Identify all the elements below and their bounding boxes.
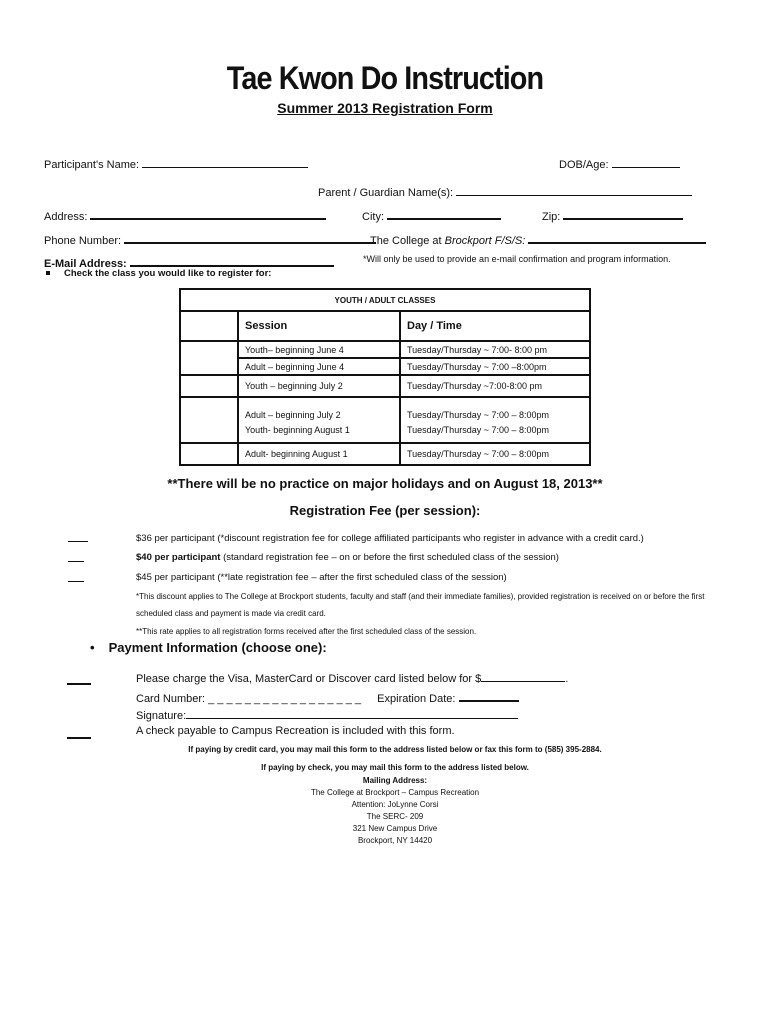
class-checkbox-july2-youth[interactable] [180,375,238,397]
charge-row [136,670,568,685]
table-column-row [180,311,590,341]
mailing-address-line: 321 New Campus Drive [352,824,438,833]
time-cell [400,397,590,443]
session-cell [238,397,400,443]
time-cell: Tuesday/Thursday ~ 7:00 –8:00pm [400,358,590,375]
guardian-name-label: Parent / Guardian Name(s): [318,187,454,199]
session-cell: Youth – beginning July 2 [238,375,400,397]
fee-heading: Registration Fee (per session): [289,503,481,518]
holiday-notice: **There will be no practice on major holidays and on August 18, 2013** [167,476,603,491]
session-line: Adult – beginning July 2 [245,410,341,420]
daytime-column-header: Day / Time [400,311,590,341]
session-cell: Youth– beginning June 4 [238,341,400,358]
city-field[interactable] [387,207,501,220]
zip-field[interactable] [563,207,683,220]
card-number-label[interactable]: Card Number: _ _ _ _ _ _ _ _ _ _ _ _ _ _ _ _ _ [136,693,362,705]
dob-age-label: DOB/Age: [559,159,609,171]
participant-name-label: Participant's Name: [44,159,140,171]
fee-40-desc: (standard registration fee – on or before the first scheduled class of the session) [220,552,559,563]
payment-heading: Payment Information (choose one): [108,640,327,655]
email-note: *Will only be used to provide an e-mail confirmation and program information. [363,254,671,264]
dob-age-field[interactable] [612,156,680,168]
table-header: YOUTH / ADULT CLASSES [180,289,590,311]
expiration-label: Expiration Date: [377,693,456,705]
discount-note-2: scheduled class and payment is made via credit card. [136,609,326,618]
table-row [180,341,590,358]
check-payment-line: A check payable to Campus Recreation is included with this form. [136,725,455,737]
check-instruction-row [46,268,271,279]
form-subtitle: Summer 2013 Registration Form [277,100,493,116]
city-row [362,207,501,223]
pay-by-card-checkbox[interactable] [67,672,91,685]
fee-line-36: $36 per participant (*discount registration fee for college affiliated participants who register in advance with a credit card.) [136,533,644,544]
guardian-name-field[interactable] [456,184,692,196]
mailing-address-line: The College at Brockport – Campus Recreation [310,788,480,797]
phone-label: Phone Number: [44,235,122,247]
charge-end: . [565,673,569,685]
fee-40-amount: $40 per participant [136,552,221,563]
fee-line-40 [136,552,559,563]
class-checkbox-july-aug[interactable] [180,397,238,443]
fee-checkbox-36[interactable] [68,530,88,542]
email-field[interactable] [130,254,334,267]
session-column-header: Session [238,311,400,341]
check-instruction: Check the class you would like to register for: [64,268,272,279]
zip-row [542,207,683,223]
college-status-prefix: The College at [370,235,445,247]
table-header-row [180,289,590,311]
college-status-row [370,231,706,247]
session-line: Youth- beginning August 1 [245,425,350,435]
college-status-field[interactable] [528,231,706,244]
city-label: City: [362,211,384,223]
signature-row [136,707,518,722]
time-line: Tuesday/Thursday ~ 7:00 – 8:00pm [407,425,550,435]
college-status-label: Brockport F/S/S: [444,235,526,247]
session-cell: Adult – beginning June 4 [238,358,400,375]
bullet-icon: • [90,640,95,655]
signature-label: Signature: [136,710,187,722]
checkbox-column-header [180,311,238,341]
email-label: E-Mail Address: [44,258,127,270]
table-row [180,375,590,397]
session-cell: Adult- beginning August 1 [238,443,400,465]
class-checkbox-aug1-adult[interactable] [180,443,238,465]
address-row [44,207,326,223]
table-row [180,358,590,375]
payment-heading-row [90,640,327,655]
square-bullet-icon [46,271,50,275]
fee-line-45: $45 per participant (**late registration fee – after the first scheduled class of the session) [136,572,507,583]
phone-row [44,231,376,247]
check-mail-note: If paying by check, you may mail this form to the address listed below. [261,763,529,772]
time-cell: Tuesday/Thursday ~ 7:00 – 8:00pm [400,443,590,465]
mailing-address-line: The SERC- 209 [366,812,424,821]
late-fee-note: **This rate applies to all registration forms received after the first scheduled class of the session. [136,627,477,636]
pay-by-check-checkbox[interactable] [67,726,91,739]
form-title: Tae Kwon Do Instruction [226,60,544,96]
participant-name-row [44,156,308,171]
fee-checkbox-40[interactable] [68,550,84,562]
address-field[interactable] [90,207,326,220]
dob-age-row [559,156,680,171]
time-cell: Tuesday/Thursday ~ 7:00- 8:00 pm [400,341,590,358]
fee-checkbox-45[interactable] [68,570,84,582]
address-label: Address: [44,211,88,223]
table-row [180,443,590,465]
zip-label: Zip: [542,211,561,223]
phone-field[interactable] [124,231,376,244]
discount-note-1: *This discount applies to The College at Brockport students, faculty and staff (and their immediate families), provided registration is received on or before the first [136,592,705,601]
charge-amount-field[interactable] [481,670,565,682]
mailing-address-line: Attention: JoLynne Corsi [351,800,439,809]
time-cell: Tuesday/Thursday ~7:00-8:00 pm [400,375,590,397]
expiration-field[interactable] [459,689,519,702]
card-number-row [136,689,519,705]
table-row [180,397,590,443]
class-table [179,288,591,466]
charge-label: Please charge the Visa, MasterCard or Discover card listed below for $ [136,673,482,685]
participant-name-field[interactable] [142,156,308,168]
class-checkbox-june4[interactable] [180,341,238,375]
time-line: Tuesday/Thursday ~ 7:00 – 8:00pm [407,410,550,420]
mailing-address-heading: Mailing Address: [362,776,428,785]
signature-field[interactable] [186,707,518,719]
guardian-row [318,184,692,199]
mailing-address-line: Brockport, NY 14420 [357,836,433,845]
credit-card-mail-note: If paying by credit card, you may mail this form to the address listed below or fax this form to (585) 395-2884. [188,745,602,754]
